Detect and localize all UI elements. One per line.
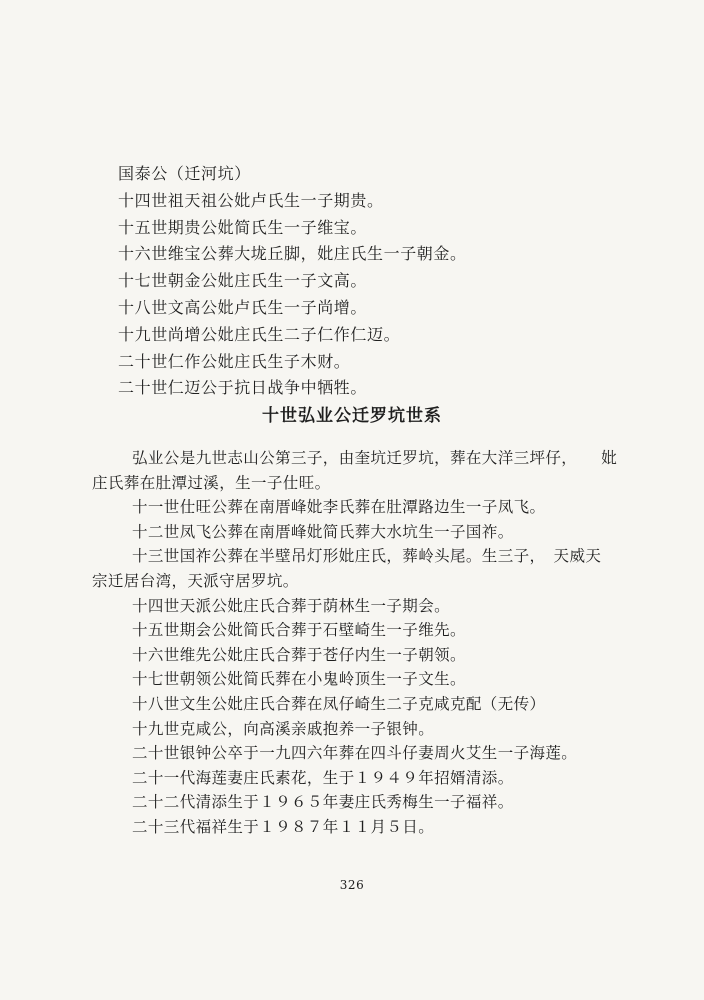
text-line: 十七世朝金公妣庄氏生一子文高。 xyxy=(118,271,368,291)
text-line: 二十世仁作公妣庄氏生子木财。 xyxy=(118,351,351,371)
text-line: 十五世期会公妣简氏合葬于石壁崎生一子维先。 xyxy=(132,621,466,640)
text-line: 十五世期贵公妣简氏生一子维宝。 xyxy=(118,217,368,237)
section-heading-guotai: 国泰公（迁河坑） xyxy=(118,164,251,183)
text-line: 十九世尚增公妣庄氏生二子仁作仁迈。 xyxy=(118,324,401,344)
text-line: 十二世凤飞公葬在南厝峰妣简氏葬大水坑生一子国祚。 xyxy=(132,522,514,541)
text-line: 弘业公是九世志山公第三子，由奎坑迁罗坑，葬在大洋三坪仔， 妣 xyxy=(132,449,618,467)
text-line: 庄氏葬在肚潭过溪，生一子仕旺。 xyxy=(92,473,331,492)
text-line: 十九世克咸公，向高溪亲戚抱养一子银钟。 xyxy=(132,719,435,738)
text-line: 二十三代福祥生于１９８７年１１月５日。 xyxy=(132,817,435,836)
text-line: 宗迁居台湾，天派守居罗坑。 xyxy=(92,571,299,590)
text-line: 十四世祖天祖公妣卢氏生一子期贵。 xyxy=(118,190,384,210)
text-line: 十四世天派公妣庄氏合葬于荫林生一子期会。 xyxy=(132,596,451,615)
text-line: 二十二代清添生于１９６５年妻庄氏秀梅生一子福祥。 xyxy=(132,793,514,812)
text-line: 二十世银钟公卒于一九四六年葬在四斗仔妻周火艾生一子海莲。 xyxy=(132,744,578,763)
page-number: 326 xyxy=(339,878,365,892)
text-line: 二十一代海莲妻庄氏素花，生于１９４９年招婿清添。 xyxy=(132,768,514,787)
lineage-section-hongye xyxy=(92,446,632,840)
text-line: 二十世仁迈公于抗日战争中牺牲。 xyxy=(118,378,368,398)
lineage-section-guotai xyxy=(118,161,467,402)
text-line: 十六世维宝公葬大垅丘脚，妣庄氏生一子朝金。 xyxy=(118,244,467,264)
text-line: 十八世文高公妣卢氏生一子尚增。 xyxy=(118,297,368,317)
text-line: 十八世文生公妣庄氏合葬在凤仔崎生二子克咸克配（无传） xyxy=(132,694,546,713)
section-title: 十世弘业公迁罗坑世系 xyxy=(262,406,442,426)
text-line: 十七世朝领公妣简氏葬在小鬼岭顶生一子文生。 xyxy=(132,670,466,689)
text-line: 十三世国祚公葬在半壁吊灯形妣庄氏，葬岭头尾。生三子， 天威天 xyxy=(132,547,602,566)
text-line: 十一世仕旺公葬在南厝峰妣李氏葬在肚潭路边生一子凤飞。 xyxy=(132,498,546,517)
text-line: 十六世维先公妣庄氏合葬于苍仔内生一子朝领。 xyxy=(132,645,466,664)
